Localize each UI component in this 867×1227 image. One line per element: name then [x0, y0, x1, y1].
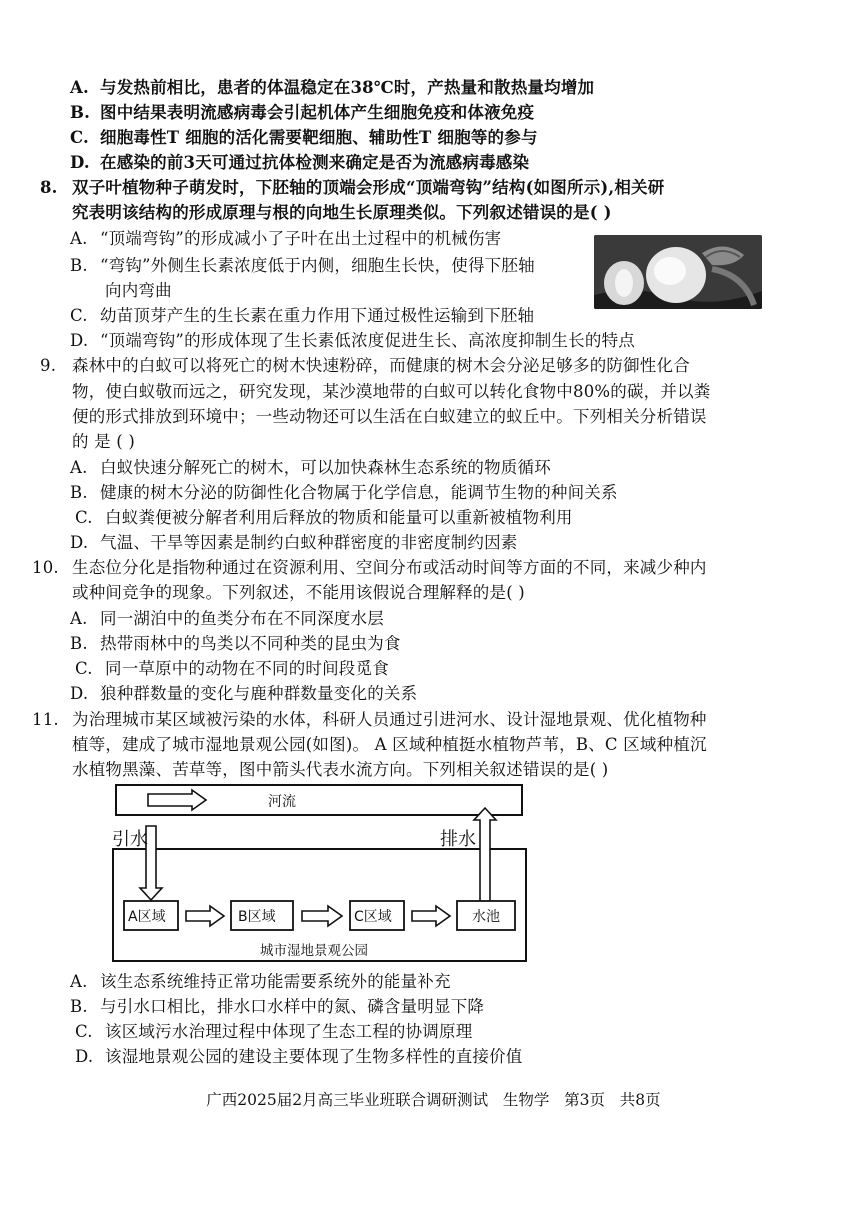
q11-option-d: D. 该湿地景观公园的建设主要体现了生物多样性的直接价值	[75, 1047, 523, 1066]
q9-stem-line-1: 9. 森林中的白蚁可以将死亡的树木快速粉碎，而健康的树木会分泌足够多的防御性化合	[40, 356, 690, 375]
q10-option-d: D. 狼种群数量的变化与鹿种群数量变化的关系	[70, 684, 418, 703]
page-footer: 广西2025届2月高三毕业班联合调研测试 生物学 第3页 共8页	[206, 1091, 661, 1109]
q8-option-c: C. 幼苗顶芽产生的生长素在重力作用下通过极性运输到下胚轴	[70, 306, 535, 325]
q9-option-d: D. 气温、干旱等因素是制约白蚁种群密度的非密度制约因素	[70, 533, 518, 552]
q8-stem-line-1: 8. 双子叶植物种子萌发时，下胚轴的顶端会形成“顶端弯钩”结构(如图所示),相关研	[40, 178, 665, 197]
outlet-label: 排水	[440, 829, 476, 850]
zone-a-label: A区域	[128, 909, 166, 925]
q11-option-a: A. 该生态系统维持正常功能需要系统外的能量补充	[70, 972, 451, 991]
pool-label: 水池	[472, 909, 500, 925]
q11-option-b: B. 与引水口相比，排水口水样中的氮、磷含量明显下降	[70, 997, 485, 1016]
q9-option-c: C. 白蚁粪便被分解者利用后释放的物质和能量可以重新被植物利用	[75, 508, 573, 527]
q8-stem-line-2: 究表明该结构的形成原理与根的向地生长原理类似。下列叙述错误的是( )	[72, 203, 612, 222]
q10-option-b: B. 热带雨林中的鸟类以不同种类的昆虫为食	[70, 634, 401, 653]
q7-option-b: B. 图中结果表明流感病毒会引起机体产生细胞免疫和体液免疫	[70, 103, 535, 122]
zone-b-label: B区域	[238, 909, 276, 925]
q7-option-a: A. 与发热前相比，患者的体温稳定在38℃时，产热量和散热量均增加	[70, 78, 595, 97]
q7-option-c: C. 细胞毒性T 细胞的活化需要靶细胞、辅助性T 细胞等的参与	[70, 128, 538, 147]
q10-stem-line-1: 10. 生态位分化是指物种通过在资源利用、空间分布或活动时间等方面的不同，来减少种内	[32, 558, 707, 577]
q11-stem-line-3: 水植物黑藻、苦草等，图中箭头代表水流方向。下列相关叙述错误的是( )	[72, 760, 609, 779]
q7-option-d: D. 在感染的前3天可通过抗体检测来确定是否为流感病毒感染	[70, 153, 530, 172]
q8-option-b-cont: 向内弯曲	[105, 281, 172, 300]
park-label: 城市湿地景观公园	[260, 943, 368, 959]
wetland-flow-diagram	[110, 782, 530, 964]
q8-option-a: A. “顶端弯钩”的形成减小了子叶在出土过程中的机械伤害	[70, 229, 502, 248]
q9-option-a: A. 白蚁快速分解死亡的树木，可以加快森林生态系统的物质循环	[70, 458, 551, 477]
q9-stem-line-4: 的 是 ( )	[72, 432, 136, 451]
seedling-hook-photo	[594, 235, 762, 309]
q9-stem-line-3: 便的形式排放到环境中；一些动物还可以生活在白蚁建立的蚁丘中。下列相关分析错误	[72, 407, 707, 426]
q11-option-c: C. 该区域污水治理过程中体现了生态工程的协调原理	[75, 1022, 473, 1041]
q10-option-c: C. 同一草原中的动物在不同的时间段觅食	[75, 659, 389, 678]
q11-stem-line-1: 11. 为治理城市某区域被污染的水体，科研人员通过引进河水、设计湿地景观、优化植物种	[32, 710, 707, 729]
q10-stem-line-2: 或种间竞争的现象。下列叙述，不能用该假说合理解释的是( )	[72, 583, 525, 602]
q9-stem-line-2: 物，使白蚁敬而远之，研究发现，某沙漠地带的白蚁可以转化食物中80%的碳，并以粪	[72, 382, 711, 401]
zone-c-label: C区域	[354, 909, 392, 925]
q9-option-b: B. 健康的树木分泌的防御性化合物属于化学信息，能调节生物的种间关系	[70, 483, 618, 502]
intake-label: 引水	[112, 829, 148, 850]
q11-stem-line-2: 植等，建成了城市湿地景观公园(如图)。 A 区域种植挺水植物芦苇，B、C 区域种植沉	[72, 735, 707, 754]
q8-option-d: D. “顶端弯钩”的形成体现了生长素低浓度促进生长、高浓度抑制生长的特点	[70, 331, 635, 350]
q8-option-b: B. “弯钩”外侧生长素浓度低于内侧，细胞生长快，使得下胚轴	[70, 256, 535, 275]
river-label: 河流	[268, 794, 296, 810]
q10-option-a: A. 同一湖泊中的鱼类分布在不同深度水层	[70, 609, 384, 628]
